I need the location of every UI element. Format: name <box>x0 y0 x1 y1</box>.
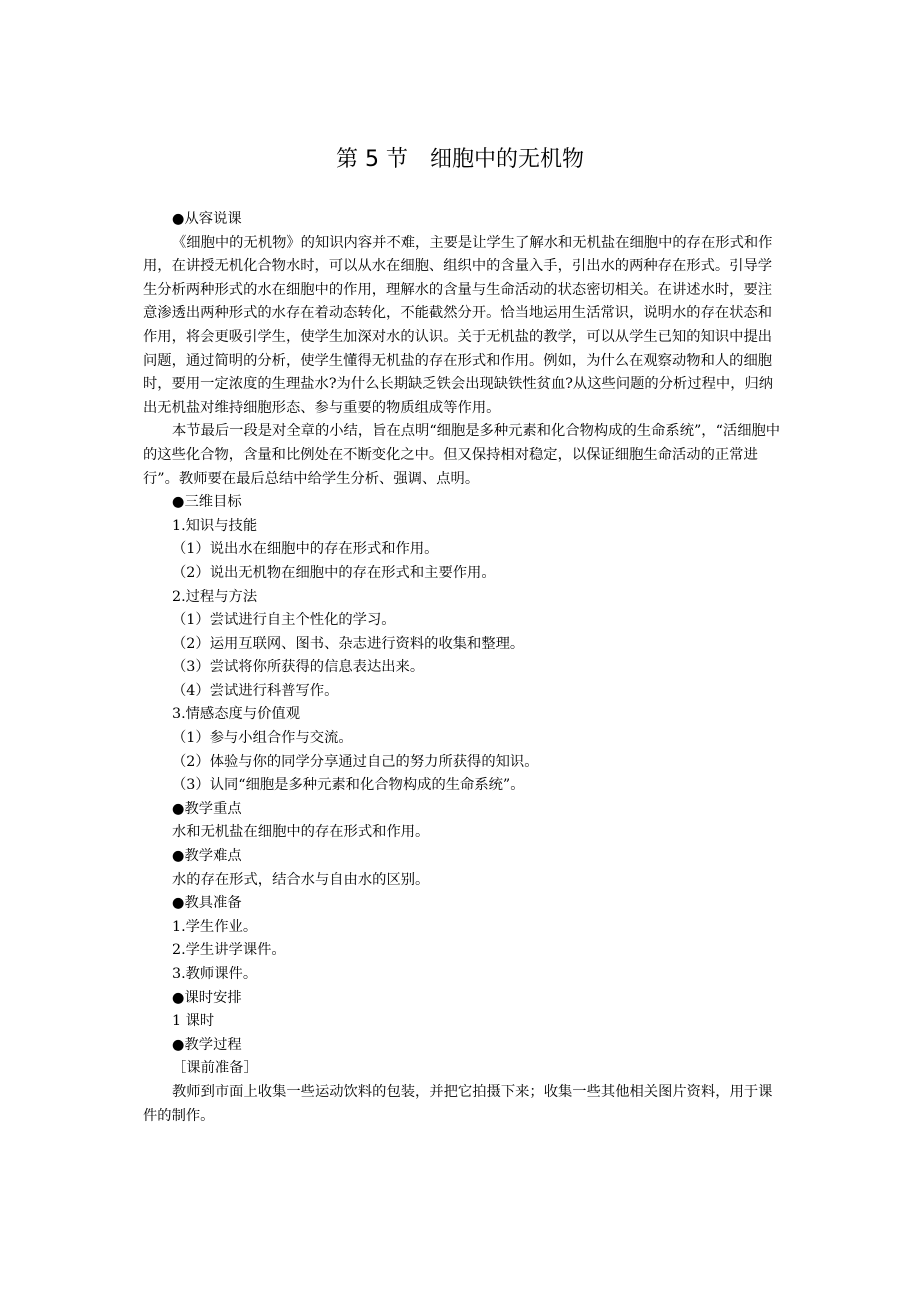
list-item: （4）尝试进行科普写作。 <box>172 682 339 699</box>
section-heading-lesson-talk: ●从容说课 <box>172 211 242 227</box>
list-item: （2）说出无机物在细胞中的存在形式和主要作用。 <box>172 564 496 581</box>
list-item: （2）体验与你的同学分享通过自己的努力所获得的知识。 <box>172 753 539 770</box>
subsection-heading-prep: ［课前准备］ <box>172 1060 258 1077</box>
list-item: （1）尝试进行自主个性化的学习。 <box>172 612 396 629</box>
document-body <box>143 208 783 1128</box>
goal-title-attitude: 3.情感态度与价值观 <box>172 706 301 723</box>
section-heading-key-points: ●教学重点 <box>172 800 242 817</box>
paragraph-lesson-talk-1: 《细胞中的无机物》的知识内容并不难，主要是让学生了解水和无机盐在细胞中的存在形式和作用，在讲授无机化合物水时，可以从水在细胞、组织中的含量入手，引出水的两种存在形式。引导学生分析两种形式的水在细胞中的作用，理解水的含量与生命活动的状态密切相关。在讲述水时，要注意渗透出两种形式的水存在着动态转化，不能截然分开。恰当地运用生活常识，说明水的存在状态和作用，将会更吸引学生，使学生加深对水的认识。关于无机盐的教学，可以从学生已知的知识中提出问题，通过简明的分析，使学生懂得无机盐的存在形式和作用。例如，为什么在观察动物和人的细胞时，要用一定浓度的生理盐水?为什么长期缺乏铁会出现缺铁性贫血?从这些问题的分析过程中，归纳出无机盐对维持细胞形态、参与重要的物质组成等作用。 <box>143 234 774 416</box>
key-points-text: 水和无机盐在细胞中的存在形式和作用。 <box>172 824 430 841</box>
paragraph-lesson-talk-2: 本节最后一段是对全章的小结，旨在点明“细胞是多种元素和化合物构成的生命系统”，“活细胞中的这些化合物，含量和比例处在不断变化之中。但又保持相对稳定，以保证细胞生命活动的正常进行”。教师要在最后总结中给学生分析、强调、点明。 <box>143 423 781 487</box>
section-heading-goals: ●三维目标 <box>172 494 242 511</box>
section-heading-schedule: ●课时安排 <box>172 989 242 1006</box>
section-heading-process: ●教学过程 <box>172 1036 242 1053</box>
list-item: （2）运用互联网、图书、杂志进行资料的收集和整理。 <box>172 635 525 652</box>
section-heading-materials: ●教具准备 <box>172 895 242 912</box>
goal-title-knowledge: 1.知识与技能 <box>172 517 258 534</box>
list-item: （3）认同“细胞是多种元素和化合物构成的生命系统”。 <box>172 777 525 794</box>
list-item: （1）参与小组合作与交流。 <box>172 730 353 747</box>
list-item: （3）尝试将你所获得的信息表达出来。 <box>172 659 425 676</box>
list-item: 1.学生作业。 <box>172 918 258 935</box>
list-item: 2.学生讲学课件。 <box>172 942 286 959</box>
goal-title-process: 2.过程与方法 <box>172 588 258 605</box>
difficulties-text: 水的存在形式，结合水与自由水的区别。 <box>172 871 430 888</box>
list-item: 3.教师课件。 <box>172 966 258 982</box>
section-heading-difficulties: ●教学难点 <box>172 848 242 865</box>
paragraph-prep: 教师到市面上收集一些运动饮料的包装，并把它拍摄下来；收集一些其他相关图片资料，用于课件的制作。 <box>143 1083 773 1124</box>
schedule-text: 1 课时 <box>172 1013 215 1030</box>
page-title: 第 5 节 细胞中的无机物 <box>336 147 584 172</box>
list-item: （1）说出水在细胞中的存在形式和作用。 <box>172 541 439 558</box>
